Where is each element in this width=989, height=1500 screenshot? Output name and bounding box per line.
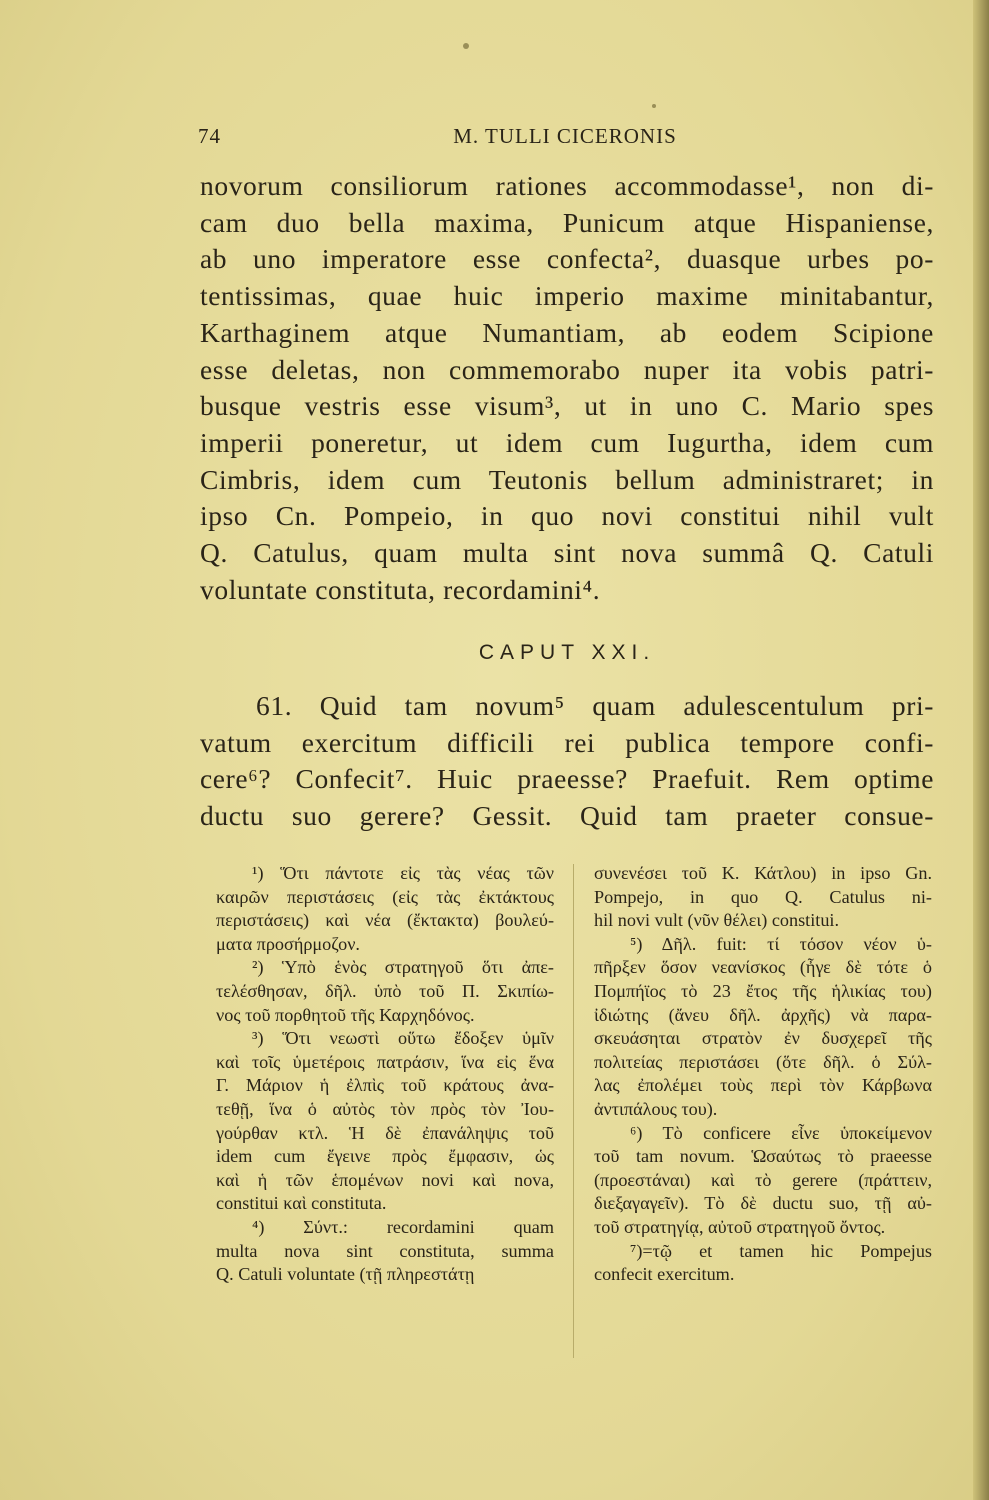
footnote-line: constitui καὶ constituta. — [216, 1193, 387, 1214]
footnote-line: ³) Ὅτι νεωστὶ οὕτω ἔδοξεν ὑμῖν — [252, 1028, 554, 1049]
footnote-line: confecit exercitum. — [594, 1264, 735, 1285]
paper-speck — [463, 43, 469, 49]
footnote-line: ⁵) Δῆλ. fuit: τί τόσον νέον ὑ- — [630, 933, 932, 954]
footnote-line: καιρῶν περιστάσεις (εἰς τὰς ἐκτάκτους — [216, 886, 554, 907]
footnotes-right-column — [594, 862, 932, 1287]
footnote-line: ⁶) Τὸ conficere εἶνε ὑποκείμενον — [630, 1122, 932, 1143]
footnote-line: διεξαγαγεῖν). Τὸ δὲ ductu suo, τῇ αὐ- — [594, 1193, 932, 1214]
page-number: 74 — [198, 124, 221, 148]
text-line: Cimbris, idem cum Teutonis bellum administraret; in — [200, 463, 934, 495]
footnote-line: (προεστάναι) καὶ τὸ gerere (πράττειν, — [594, 1169, 932, 1190]
footnote-line: καὶ τοῖς ὑμετέροις πατράσιν, ἵνα εἰς ἕνα — [216, 1051, 554, 1072]
footnote-line: πῆρξεν ὅσον νεανίσκος (ἦγε δὲ τότε ὁ — [594, 957, 932, 978]
text-line: voluntate constituta, recordamini⁴. — [200, 573, 601, 605]
footnote-line: τοῦ στρατηγίᾳ, αὐτοῦ στρατηγοῦ ὄντος. — [594, 1216, 886, 1237]
footnotes-left-column — [216, 862, 554, 1287]
footnote-line: τεθῇ, ἵνα ὁ αὐτὸς τὸν πρὸς τὸν Ἰου- — [216, 1098, 554, 1119]
text-line: ductu suo gerere? Gessit. Quid tam praeter consue- — [200, 800, 934, 832]
section-61 — [200, 688, 934, 835]
text-line: 61. Quid tam novum⁵ quam adulescentulum pri- — [256, 690, 934, 721]
footnote-line: Πομπήϊος τὸ 23 ἔτος τῆς ἡλικίας του) — [594, 980, 932, 1001]
footnote-line: ἰδιώτης (ἄνευ δῆλ. ἀρχῆς) νὰ παρα- — [594, 1004, 932, 1025]
text-line: tentissimas, quae huic imperio maxime minitabantur, — [200, 280, 934, 312]
page-header — [198, 118, 932, 152]
footnote-line: ¹) Ὅτι πάντοτε εἰς τὰς νέας τῶν — [252, 863, 554, 883]
text-line: ipso Cn. Pompeio, in quo novi constitui nihil vult — [200, 500, 934, 532]
column-divider — [573, 864, 574, 1358]
footnote-line: hil novi vult (νῦν θέλει) constitui. — [594, 910, 840, 931]
footnote-line: τοῦ tam novum. Ὡσαύτως τὸ praeesse — [594, 1146, 932, 1167]
footnote-line: idem cum ἔγεινε πρὸς ἔμφασιν, ὡς — [216, 1146, 554, 1167]
text-line: busque vestris esse visum³, ut in uno C. Mario spes — [200, 390, 934, 422]
footnote-line: Q. Catuli voluntate (τῇ πληρεστάτῃ — [216, 1264, 475, 1285]
footnote-line: σκευάσηται στρατὸν ἐν δυσχερεῖ τῆς — [594, 1028, 932, 1049]
footnote-line: νος τοῦ πορθητοῦ τῆς Καρχηδόνος. — [216, 1004, 475, 1025]
footnote-line: περιστάσεις) καὶ νέα (ἔκτακτα) βουλεύ- — [216, 910, 554, 931]
text-line: imperii poneretur, ut idem cum Iugurtha, idem cum — [200, 426, 934, 458]
paper-speck — [652, 104, 656, 108]
footnote-line: ²) Ὑπὸ ἑνὸς στρατηγοῦ ὅτι ἀπε- — [252, 957, 554, 978]
text-line: cere⁶? Confecit⁷. Huic praeesse? Praefuit. Rem optime — [200, 763, 934, 795]
page-edge — [973, 0, 989, 1500]
footnote-line: Pompejo, in quo Q. Catulus ni- — [594, 886, 932, 907]
footnote-line: ⁷)=τῷ et tamen hic Pompejus — [630, 1240, 932, 1261]
footnote-line: Γ. Μάριον ἡ ἐλπὶς τοῦ κράτους ἀνα- — [216, 1075, 554, 1096]
footnote-line: πολιτείας περιστάσει (ὅτε δῆλ. ὁ Σύλ- — [594, 1051, 932, 1072]
running-title: M. TULLI CICERONIS — [453, 124, 677, 148]
footnote-line: ⁴) Σύντ.: recordamini quam — [252, 1216, 554, 1237]
footnote-line: ἀντιπάλους του). — [594, 1098, 718, 1119]
text-line: cam duo bella maxima, Punicum atque Hispaniense, — [200, 206, 934, 238]
footnotes — [216, 862, 932, 1382]
footnote-line: ματα προσήρμοζον. — [216, 933, 360, 954]
text-line: Karthaginem atque Numantiam, ab eodem Scipione — [200, 316, 934, 348]
footnote-line: multa nova sint constituta, summa — [216, 1240, 554, 1261]
text-line: Q. Catulus, quam multa sint nova summâ Q. Catuli — [200, 537, 934, 569]
footnote-line: καὶ ἡ τῶν ἑπομένων novi καὶ nova, — [216, 1169, 554, 1190]
main-text — [200, 168, 934, 608]
text-line: novorum consiliorum rationes accommodasse¹, non di- — [200, 170, 934, 201]
chapter-heading: CAPUT XXI. — [478, 641, 656, 664]
footnote-line: γούρθαν κτλ. Ἡ δὲ ἐπανάληψις τοῦ — [216, 1122, 554, 1143]
text-line: esse deletas, non commemorabo nuper ita vobis patri- — [200, 353, 934, 385]
footnote-line: τελέσθησαν, δῆλ. ὑπὸ τοῦ Π. Σκιπίω- — [216, 980, 554, 1001]
text-line: ab uno imperatore esse confecta², duasque urbes po- — [200, 243, 934, 275]
text-line: vatum exercitum difficili rei publica tempore confi- — [200, 726, 934, 758]
footnote-line: λας ἐπολέμει τοὺς περὶ τὸν Κάρβωνα — [594, 1075, 932, 1096]
footnote-line: συνενέσει τοῦ Κ. Κάτλου) in ipso Gn. — [594, 863, 932, 883]
